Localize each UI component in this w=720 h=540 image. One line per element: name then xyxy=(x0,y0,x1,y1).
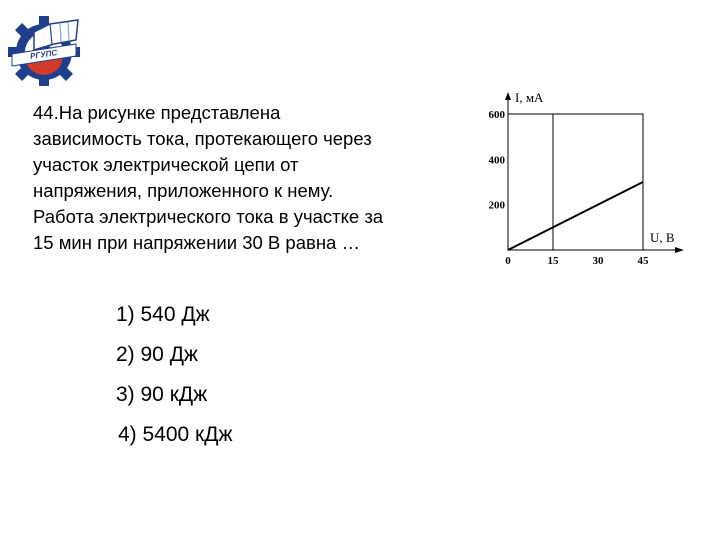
question-line: 15 мин при напряжении 30 В равна … xyxy=(33,232,360,253)
x-tick-label: 15 xyxy=(547,255,559,267)
answer-option-4[interactable]: 4) 5400 кДж xyxy=(118,423,233,446)
question-line: зависимость тока, протекающего через xyxy=(33,128,372,149)
gear-emblem-icon xyxy=(4,10,84,86)
y-tick-label: 200 xyxy=(488,199,505,212)
y-tick-label: 600 xyxy=(488,109,505,121)
x-tick-label: 30 xyxy=(592,255,604,267)
question-text xyxy=(33,100,453,256)
answer-option-1[interactable]: 1) 540 Дж xyxy=(116,303,210,326)
logo-text: РГУПС xyxy=(29,48,58,61)
question-line: напряжения, приложенного к нему. xyxy=(33,180,334,201)
x-tick-label: 0 xyxy=(505,255,511,267)
y-axis-label: I, мА xyxy=(515,90,544,105)
question-line: 44.На рисунке представлена xyxy=(33,102,281,123)
current-voltage-chart xyxy=(470,88,690,273)
answer-option-2[interactable]: 2) 90 Дж xyxy=(116,343,198,366)
y-axis-arrow xyxy=(505,92,511,100)
x-tick-label: 45 xyxy=(637,255,649,267)
y-tick-label: 400 xyxy=(488,154,505,167)
x-axis-label: U, В xyxy=(650,230,675,245)
university-logo xyxy=(4,10,84,86)
question-line: Работа электрического тока в участке за xyxy=(33,206,384,227)
answer-option-3[interactable]: 3) 90 кДж xyxy=(116,383,208,406)
question-line: участок электрической цепи от xyxy=(33,154,299,175)
series-line xyxy=(508,182,643,250)
x-axis-arrow xyxy=(675,247,684,253)
plot-frame xyxy=(508,114,643,250)
